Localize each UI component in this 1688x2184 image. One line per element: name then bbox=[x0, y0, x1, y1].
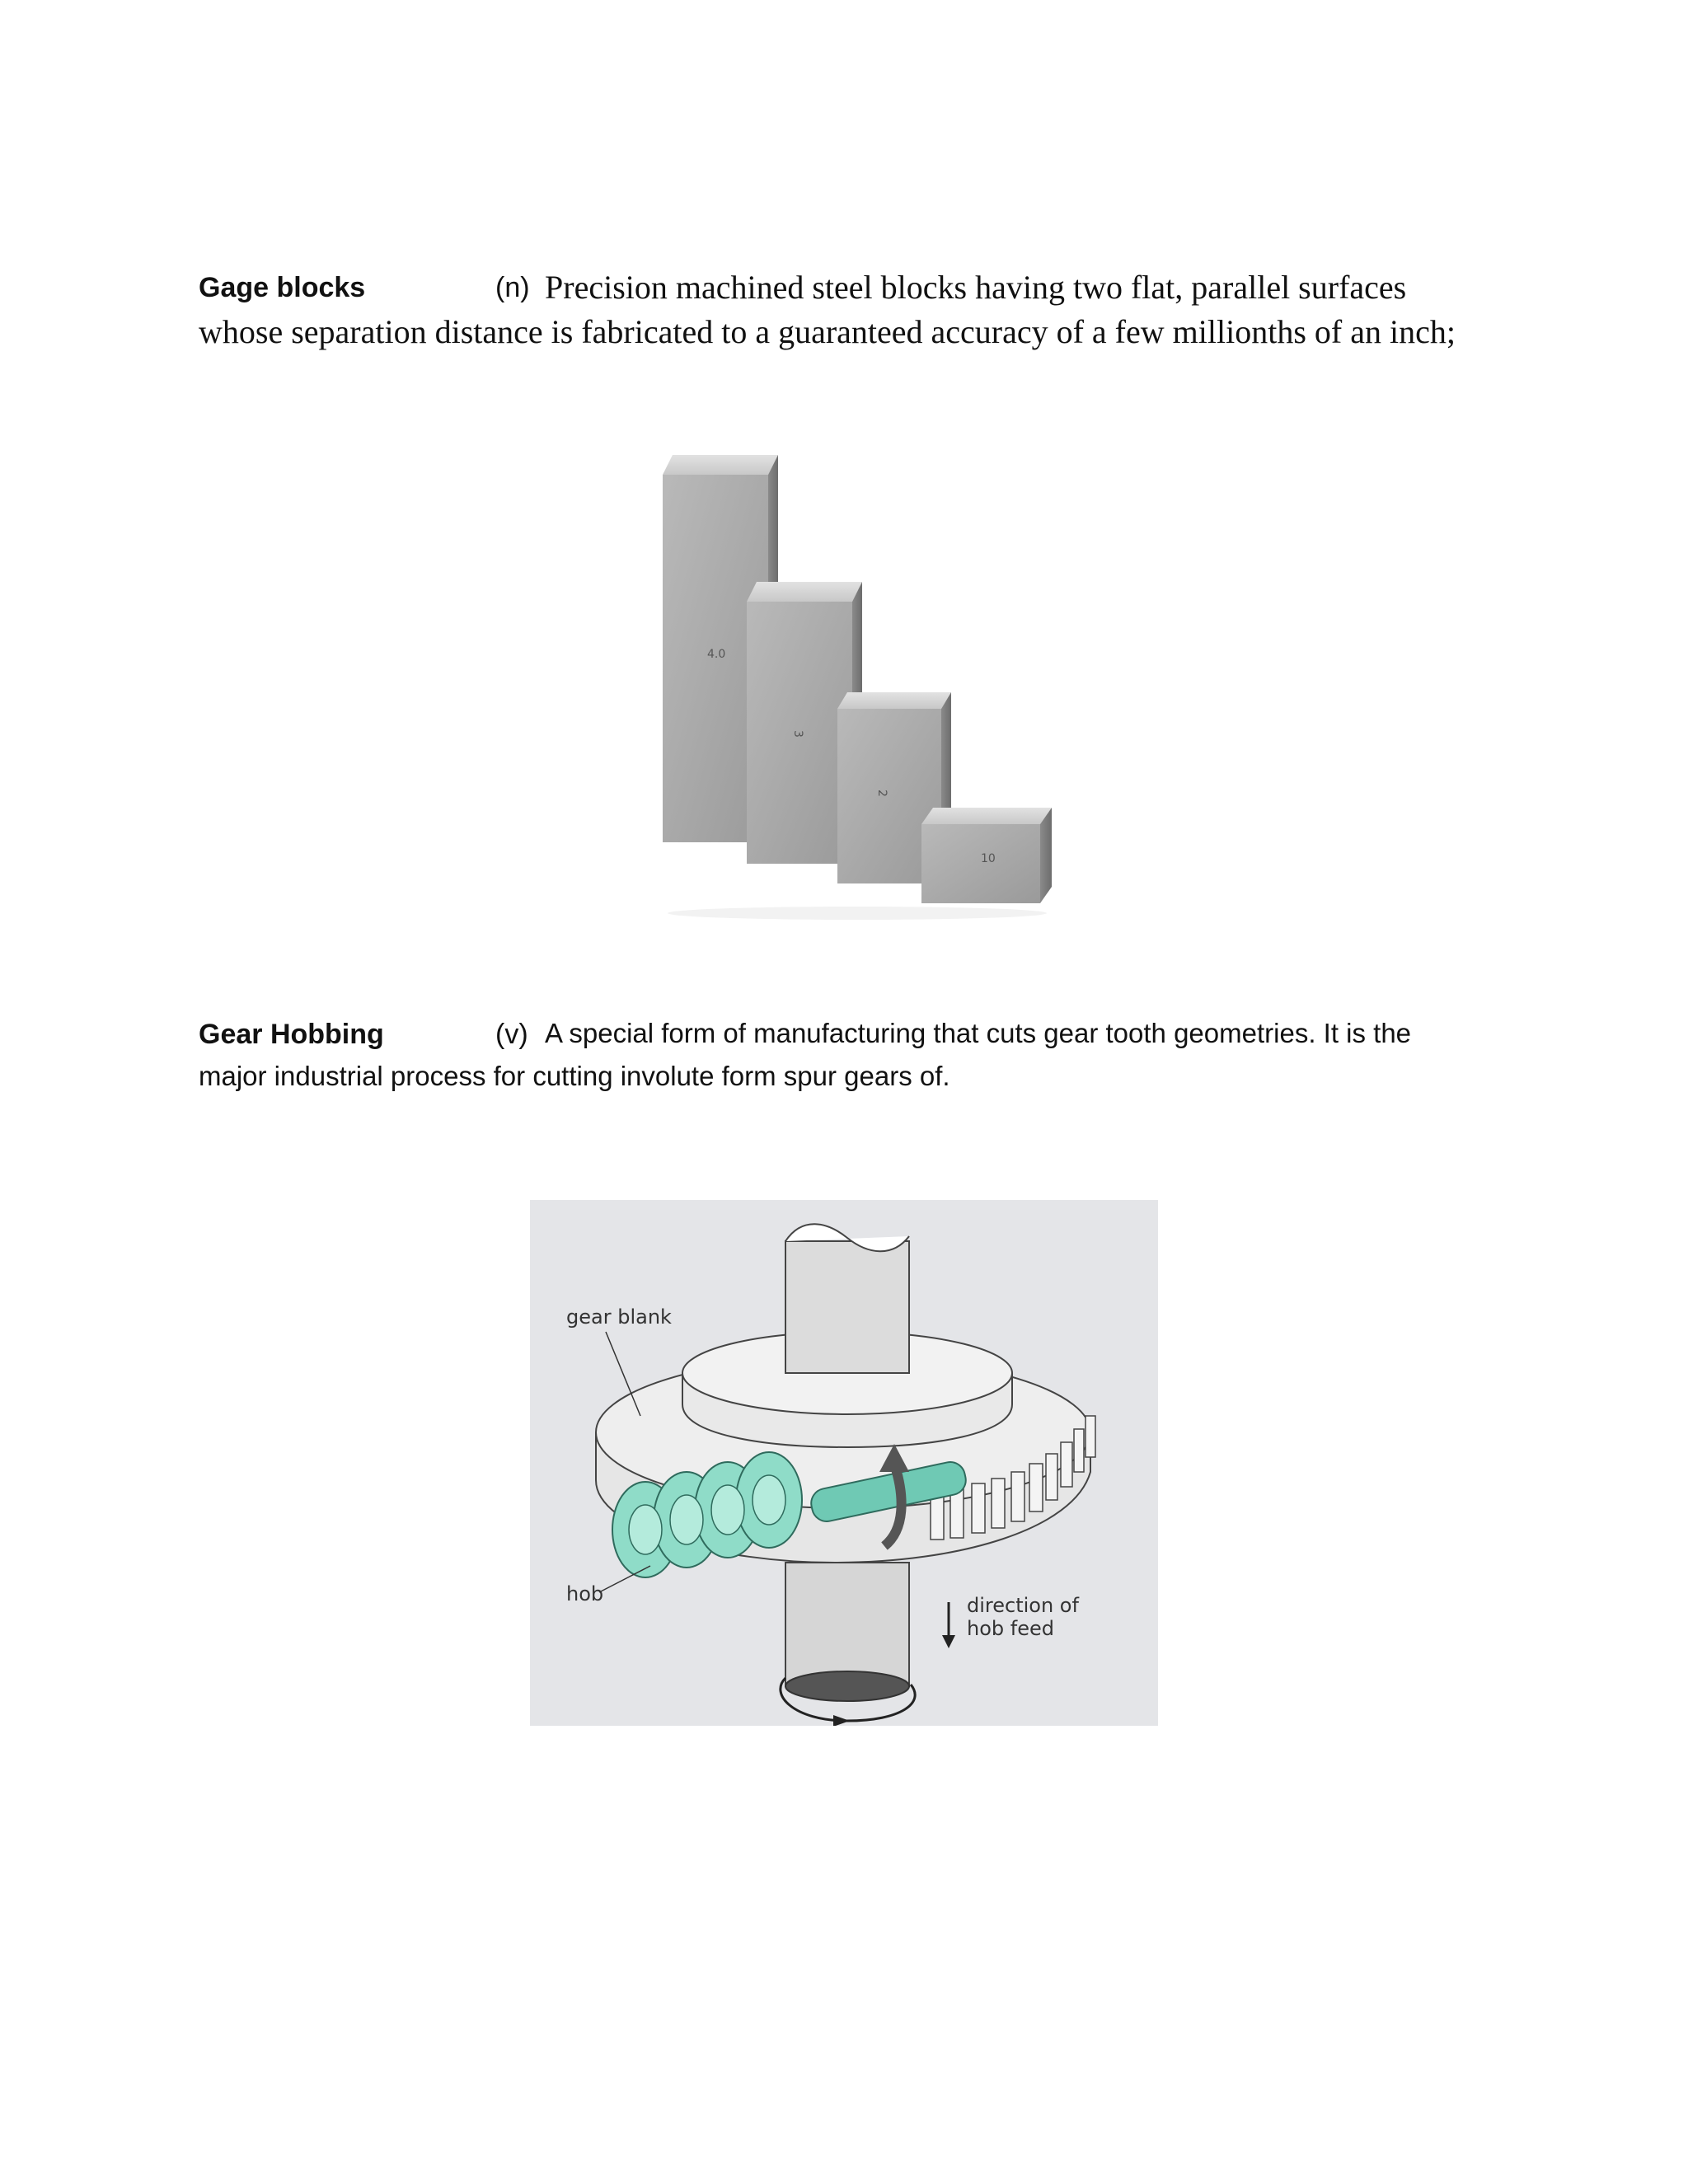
block-label: 4.0 bbox=[707, 648, 726, 661]
gage-blocks-image bbox=[643, 445, 1071, 923]
block-label: 2 bbox=[875, 790, 889, 797]
part-of-speech: (n) bbox=[495, 272, 530, 303]
label-hob: hob bbox=[566, 1582, 604, 1605]
term-heading: Gear Hobbing bbox=[199, 1019, 384, 1050]
gage-blocks-illustration bbox=[643, 445, 1071, 923]
label-gear-blank: gear blank bbox=[566, 1305, 672, 1329]
label-direction-line1: direction of bbox=[967, 1594, 1079, 1617]
gear-hobbing-illustration bbox=[530, 1200, 1158, 1726]
block-label: 10 bbox=[981, 852, 996, 865]
gage-block-4 bbox=[921, 808, 1052, 903]
definition-body: Precision machined steel blocks having two flat, parallel surfaces whose separation distance is fabricated to a guaranteed accuracy of a few millionths of an inch; bbox=[199, 269, 1456, 350]
part-of-speech: (v) bbox=[495, 1019, 528, 1050]
block-label: 3 bbox=[791, 730, 804, 738]
upper-shaft bbox=[785, 1224, 909, 1373]
term-heading: Gage blocks bbox=[199, 272, 366, 303]
glossary-entry-gage-blocks bbox=[199, 269, 1484, 363]
lower-shaft bbox=[785, 1563, 909, 1701]
glossary-entry-gear-hobbing bbox=[199, 1019, 1484, 1109]
definition-body: A special form of manufacturing that cuts gear tooth geometries. It is the major industrial process for cutting involute form spur gears of. bbox=[199, 1018, 1412, 1091]
definition-text bbox=[199, 265, 1484, 354]
definition-text bbox=[199, 1012, 1484, 1098]
label-direction-line2: hob feed bbox=[967, 1617, 1054, 1640]
gear-hobbing-diagram bbox=[530, 1200, 1158, 1726]
